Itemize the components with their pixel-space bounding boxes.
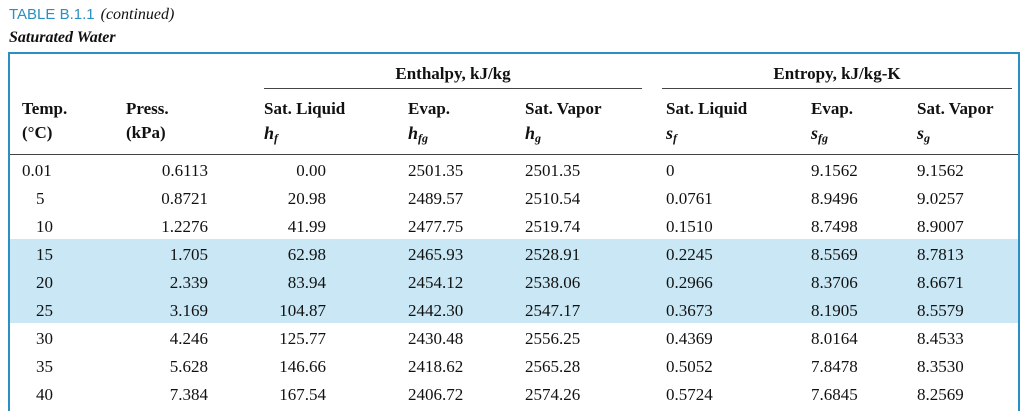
col-header-temp: Temp. — [22, 99, 68, 118]
cell-temp: 40 — [36, 385, 53, 404]
cell-h-sat-liquid: 125.77 — [279, 329, 326, 348]
cell-s-sat-liquid: 0.4369 — [666, 329, 713, 348]
cell-temp: 5 — [36, 189, 45, 208]
table-row — [0, 213, 1024, 241]
col-header-h-evap: Evap. — [408, 99, 451, 118]
cell-temp: 20 — [36, 273, 53, 292]
cell-s-sat-vapor: 8.2569 — [917, 385, 964, 404]
cell-temp: 15 — [36, 245, 53, 264]
cell-s-sat-liquid: 0.1510 — [666, 217, 713, 236]
cell-h-sat-vapor: 2501.35 — [525, 161, 581, 180]
col-header-press-unit: (kPa) — [126, 123, 166, 142]
col-header-h-sat-liquid: Sat. Liquid — [264, 99, 346, 118]
table-row — [0, 297, 1024, 325]
col-header-s-sat-liquid: Sat. Liquid — [666, 99, 748, 118]
header-rule — [10, 154, 1018, 155]
col-header-press: Press. — [126, 99, 169, 118]
cell-h-sat-liquid: 41.99 — [287, 217, 326, 236]
cell-h-sat-vapor: 2547.17 — [525, 301, 581, 320]
cell-h-sat-liquid: 20.98 — [287, 189, 326, 208]
cell-h-evap: 2442.30 — [408, 301, 464, 320]
cell-h-evap: 2418.62 — [408, 357, 464, 376]
cell-temp: 25 — [36, 301, 53, 320]
cell-press: 1.2276 — [161, 217, 208, 236]
col-header-s-evap: Evap. — [811, 99, 854, 118]
cell-temp: 10 — [36, 217, 53, 236]
cell-s-evap: 8.9496 — [811, 189, 858, 208]
table-row — [0, 381, 1024, 409]
cell-s-evap: 7.8478 — [811, 357, 858, 376]
cell-press: 1.705 — [169, 245, 208, 264]
table-row — [0, 241, 1024, 269]
cell-temp: 0.01 — [22, 161, 52, 180]
entropy-group-header: Entropy, kJ/kg-K — [773, 64, 901, 83]
table-label: TABLE B.1.1 — [9, 6, 95, 23]
table-row — [0, 157, 1024, 185]
cell-h-sat-liquid: 83.94 — [287, 273, 326, 292]
symbol-hfg: $h_{fg}$ — [408, 123, 429, 145]
table-row — [0, 353, 1024, 381]
cell-s-evap: 7.6845 — [811, 385, 858, 404]
cell-h-sat-vapor: 2574.26 — [525, 385, 581, 404]
cell-s-sat-vapor: 8.5579 — [917, 301, 964, 320]
table-caption — [9, 4, 174, 26]
table-row — [0, 185, 1024, 213]
cell-h-evap: 2454.12 — [408, 273, 464, 292]
cell-h-evap: 2465.93 — [408, 245, 464, 264]
cell-s-sat-vapor: 8.4533 — [917, 329, 964, 348]
table-row — [0, 269, 1024, 297]
cell-press: 0.8721 — [161, 189, 208, 208]
cell-s-sat-vapor: 8.9007 — [917, 217, 964, 236]
cell-h-sat-vapor: 2519.74 — [525, 217, 581, 236]
cell-h-sat-vapor: 2528.91 — [525, 245, 581, 264]
cell-press: 4.246 — [169, 329, 208, 348]
cell-press: 3.169 — [169, 301, 208, 320]
cell-s-evap: 9.1562 — [811, 161, 858, 180]
cell-h-sat-vapor: 2556.25 — [525, 329, 581, 348]
cell-press: 2.339 — [169, 273, 208, 292]
table-subtitle: Saturated Water — [9, 29, 116, 46]
cell-h-sat-vapor: 2565.28 — [525, 357, 581, 376]
symbol-sf: $s_f$ — [666, 123, 678, 145]
cell-s-sat-vapor: 8.6671 — [917, 273, 964, 292]
symbol-hg: $h_g$ — [525, 123, 542, 145]
cell-s-sat-vapor: 8.3530 — [917, 357, 964, 376]
symbol-sg: $s_g$ — [917, 123, 931, 145]
cell-h-sat-liquid: 62.98 — [287, 245, 326, 264]
cell-s-evap: 8.3706 — [811, 273, 858, 292]
cell-h-evap: 2430.48 — [408, 329, 464, 348]
cell-s-sat-liquid: 0.2245 — [666, 245, 713, 264]
cell-press: 0.6113 — [161, 161, 208, 180]
cell-s-evap: 8.7498 — [811, 217, 858, 236]
entropy-group-rule — [662, 88, 1012, 89]
enthalpy-group-header: Enthalpy, kJ/kg — [395, 64, 511, 83]
cell-h-sat-liquid: 0.00 — [296, 161, 326, 180]
cell-h-sat-vapor: 2510.54 — [525, 189, 581, 208]
continued-note: (continued) — [100, 6, 175, 23]
cell-h-sat-liquid: 146.66 — [279, 357, 326, 376]
col-header-s-sat-vapor: Sat. Vapor — [917, 99, 994, 118]
cell-s-sat-liquid: 0.0761 — [666, 189, 713, 208]
cell-h-evap: 2477.75 — [408, 217, 464, 236]
cell-s-sat-vapor: 9.1562 — [917, 161, 964, 180]
cell-s-sat-vapor: 8.7813 — [917, 245, 964, 264]
enthalpy-group-rule — [264, 88, 642, 89]
col-header-temp-unit: (°C) — [22, 123, 53, 142]
cell-s-sat-liquid: 0.5724 — [666, 385, 713, 404]
cell-h-sat-liquid: 167.54 — [279, 385, 326, 404]
cell-h-sat-liquid: 104.87 — [279, 301, 326, 320]
cell-s-sat-liquid: 0.2966 — [666, 273, 713, 292]
cell-h-evap: 2406.72 — [408, 385, 464, 404]
cell-temp: 35 — [36, 357, 53, 376]
table-row — [0, 325, 1024, 353]
cell-s-evap: 8.5569 — [811, 245, 858, 264]
cell-h-evap: 2489.57 — [408, 189, 464, 208]
symbol-sfg: $s_{fg}$ — [811, 123, 829, 145]
cell-s-sat-liquid: 0.3673 — [666, 301, 713, 320]
col-header-h-sat-vapor: Sat. Vapor — [525, 99, 602, 118]
symbol-hf: $h_f$ — [264, 123, 279, 145]
cell-s-evap: 8.1905 — [811, 301, 858, 320]
cell-h-evap: 2501.35 — [408, 161, 464, 180]
cell-press: 7.384 — [169, 385, 208, 404]
cell-s-sat-vapor: 9.0257 — [917, 189, 964, 208]
cell-s-evap: 8.0164 — [811, 329, 858, 348]
cell-h-sat-vapor: 2538.06 — [525, 273, 581, 292]
cell-s-sat-liquid: 0 — [666, 161, 675, 180]
cell-press: 5.628 — [169, 357, 208, 376]
cell-temp: 30 — [36, 329, 53, 348]
cell-s-sat-liquid: 0.5052 — [666, 357, 713, 376]
